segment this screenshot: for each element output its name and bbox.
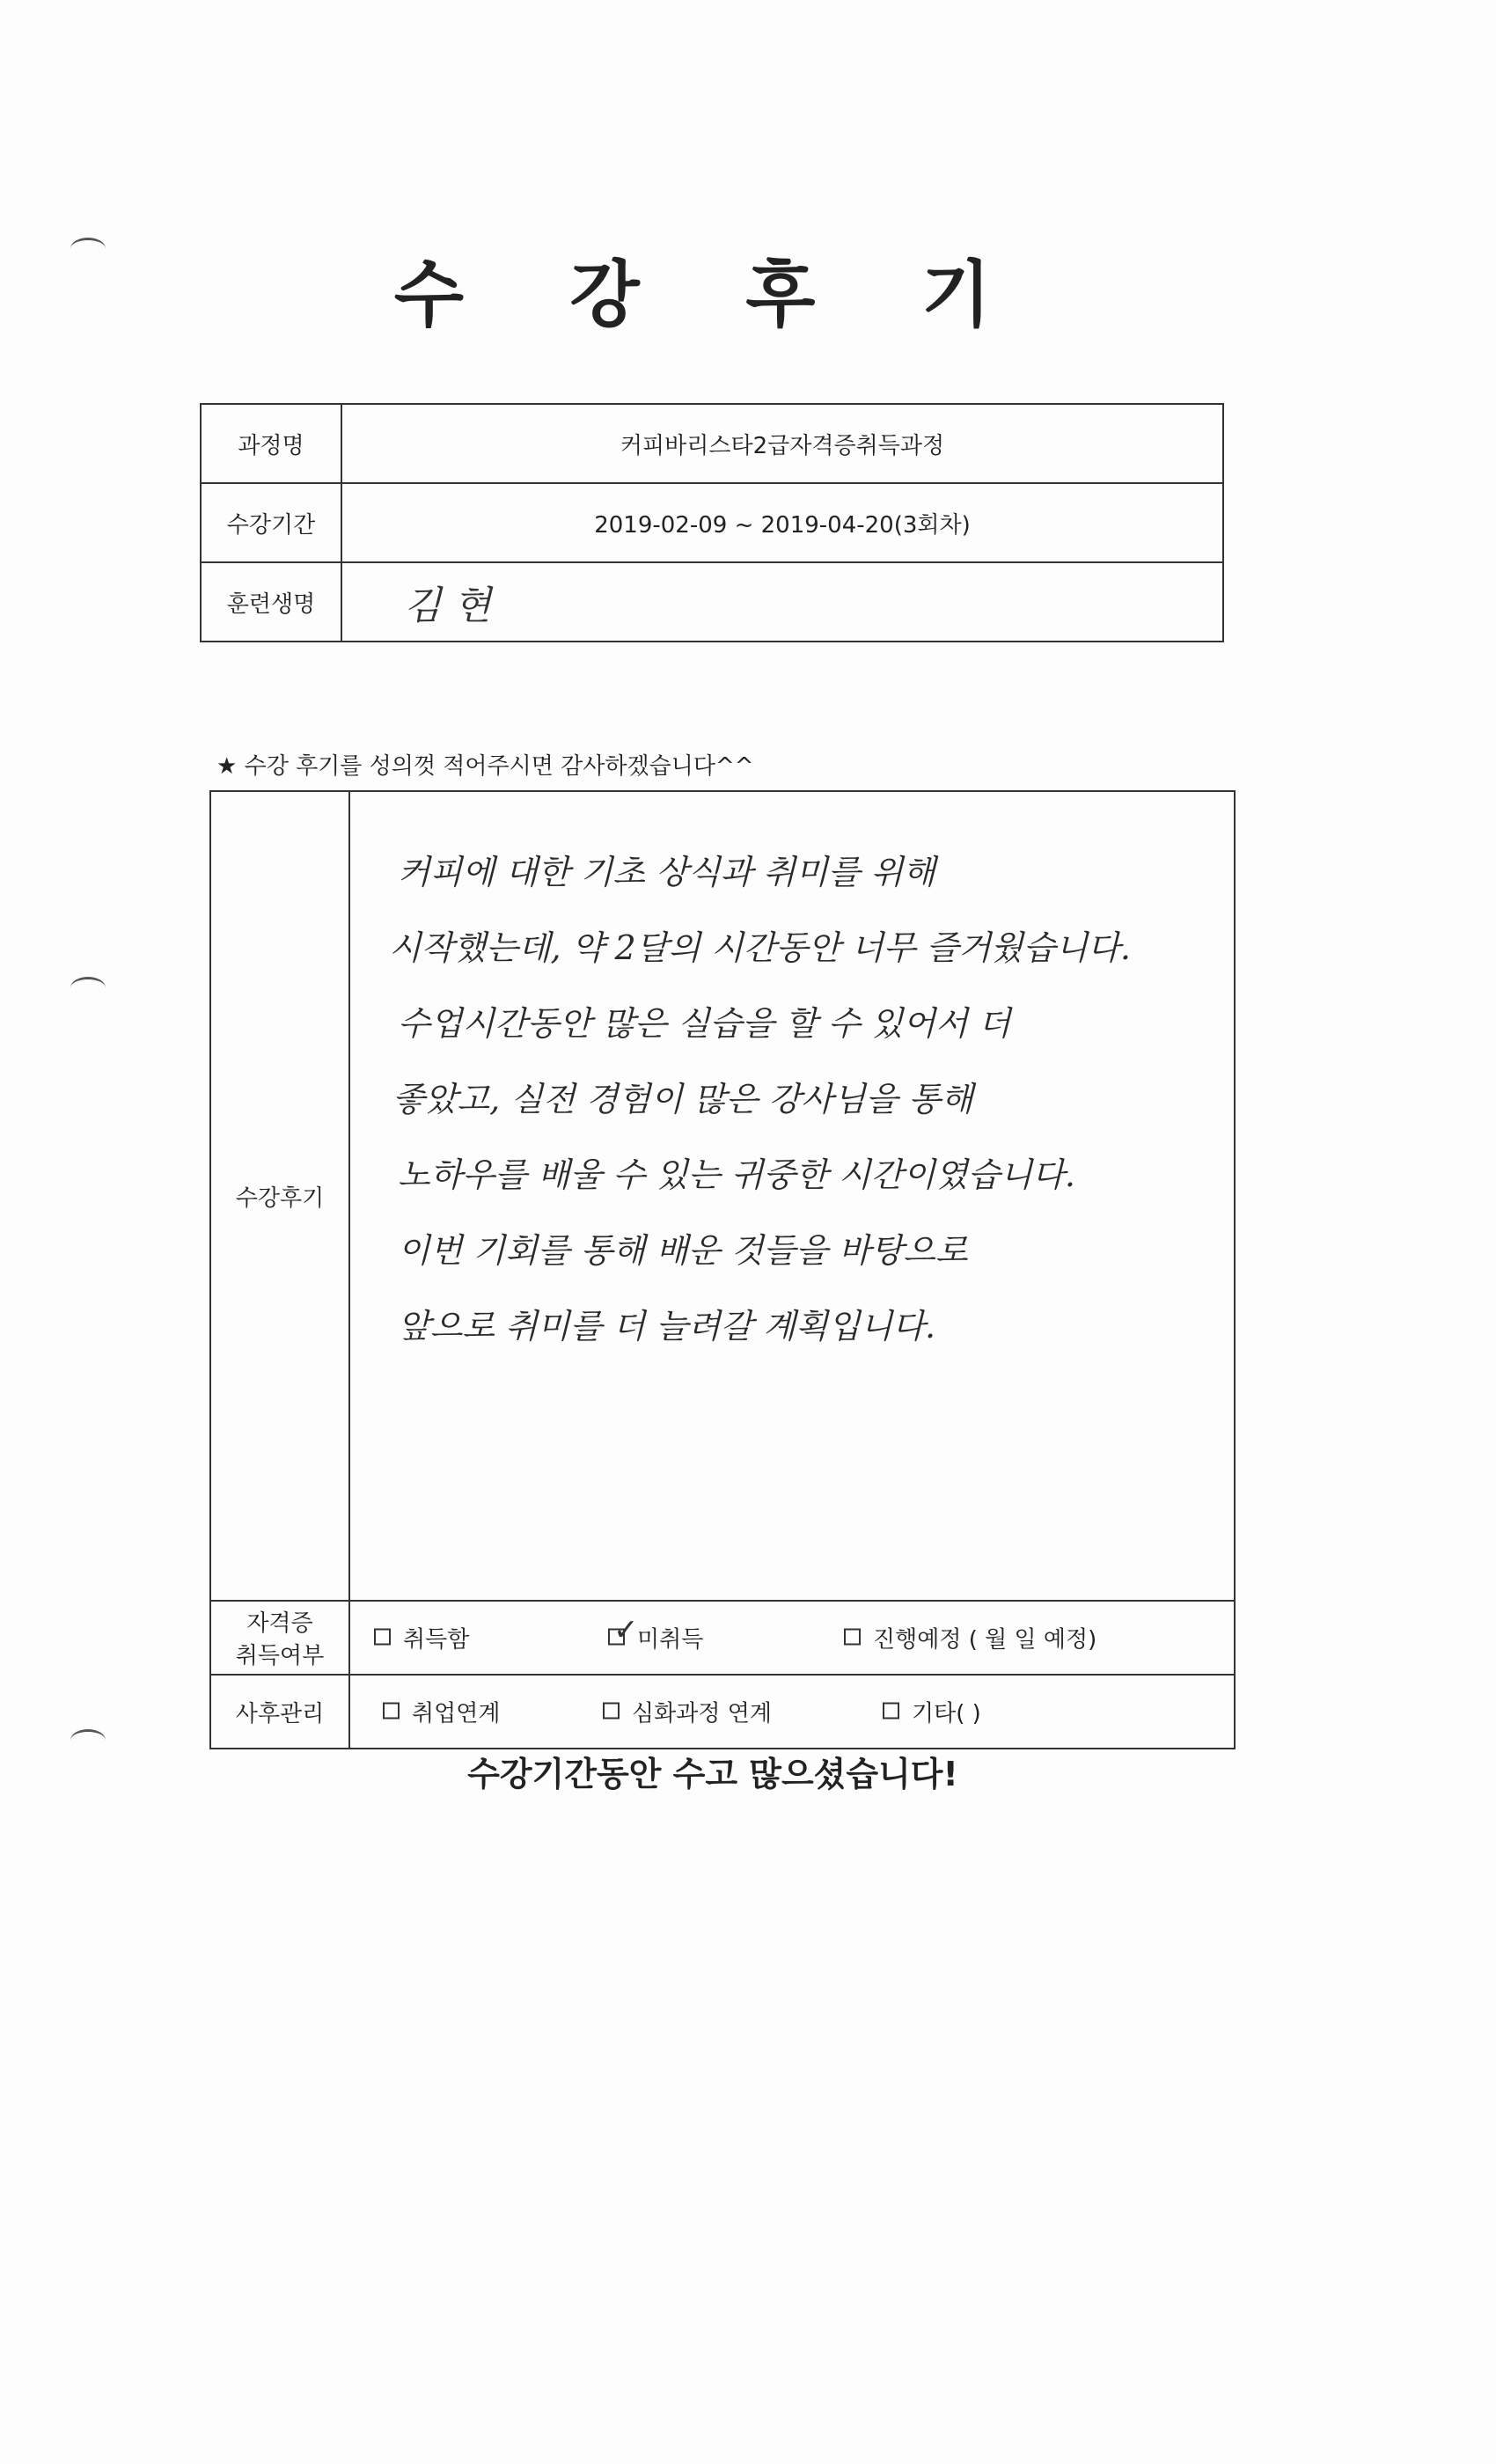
aftercare-label: 사후관리 [210,1675,349,1749]
review-table [209,790,1236,1749]
period-label: 수강기간 [201,483,341,562]
option-job-link-label: 취업연계 [412,1700,501,1727]
option-in-progress[interactable] [844,1622,1096,1654]
review-line: 이번 기회를 통해 배운 것들을 바탕으로 [398,1231,968,1270]
checkbox-not-acquired[interactable] [608,1612,639,1648]
check-mark-icon: ✓ [613,1612,639,1648]
option-acquired-label: 취득함 [403,1626,470,1654]
trainee-row [201,562,1223,642]
period-value: 2019-02-09 ~ 2019-04-20(3회차) [341,483,1223,562]
review-line: 좋았고, 실전 경험이 많은 강사님을 통해 [392,1080,973,1118]
binder-hole-mark [70,977,106,999]
certification-label [210,1601,349,1675]
review-line: 노하우를 배울 수 있는 귀중한 시간이였습니다. [398,1155,1075,1194]
aftercare-options [349,1675,1235,1749]
option-advanced-course-label: 심화과정 연계 [632,1700,772,1727]
aftercare-row [210,1675,1235,1749]
certification-row [210,1601,1235,1675]
option-other[interactable] [883,1696,981,1728]
notice-text: ★ 수강 후기를 성의껏 적어주시면 감사하겠습니다^^ [216,753,754,780]
review-row [210,791,1235,1601]
review-label: 수강후기 [210,791,349,1601]
option-in-progress-label: 진행예정 ( 월 일 예정) [873,1626,1097,1654]
page-title: 수 강 후 기 [393,253,1032,337]
option-not-acquired[interactable] [608,1612,704,1654]
course-value: 커피바리스타2급자격증취득과정 [341,404,1223,483]
review-line: 앞으로 취미를 더 늘려갈 계획입니다. [398,1307,936,1346]
trainee-name-handwritten: 김 현 [341,562,1223,642]
period-row [201,483,1223,562]
option-advanced-course[interactable] [603,1696,772,1728]
certification-label-line1: 자격증 [246,1610,313,1637]
option-job-link[interactable] [383,1696,500,1728]
checkbox-other[interactable] [883,1703,899,1720]
option-other-label: 기타( ) [912,1700,981,1727]
option-not-acquired-label: 미취득 [637,1626,704,1654]
review-line: 커피에 대한 기초 상식과 취미를 위해 [398,853,936,891]
checkbox-acquired[interactable] [374,1629,391,1646]
review-handwritten-body [349,791,1235,1601]
closing-message: 수강기간동안 수고 많으셨습니다! [467,1755,958,1793]
trainee-label: 훈련생명 [201,562,341,642]
review-line: 시작했는데, 약 2달의 시간동안 너무 즐거웠습니다. [389,928,1131,967]
checkbox-in-progress[interactable] [844,1629,861,1646]
certification-options [349,1601,1235,1675]
course-label: 과정명 [201,404,341,483]
course-row [201,404,1223,483]
certification-label-line2: 취득여부 [235,1643,325,1669]
option-acquired[interactable] [374,1622,469,1654]
checkbox-advanced-course[interactable] [603,1703,620,1720]
review-line: 수업시간동안 많은 실습을 할 수 있어서 더 [398,1004,1011,1043]
checkbox-job-link[interactable] [383,1703,400,1720]
course-info-table [200,403,1224,642]
